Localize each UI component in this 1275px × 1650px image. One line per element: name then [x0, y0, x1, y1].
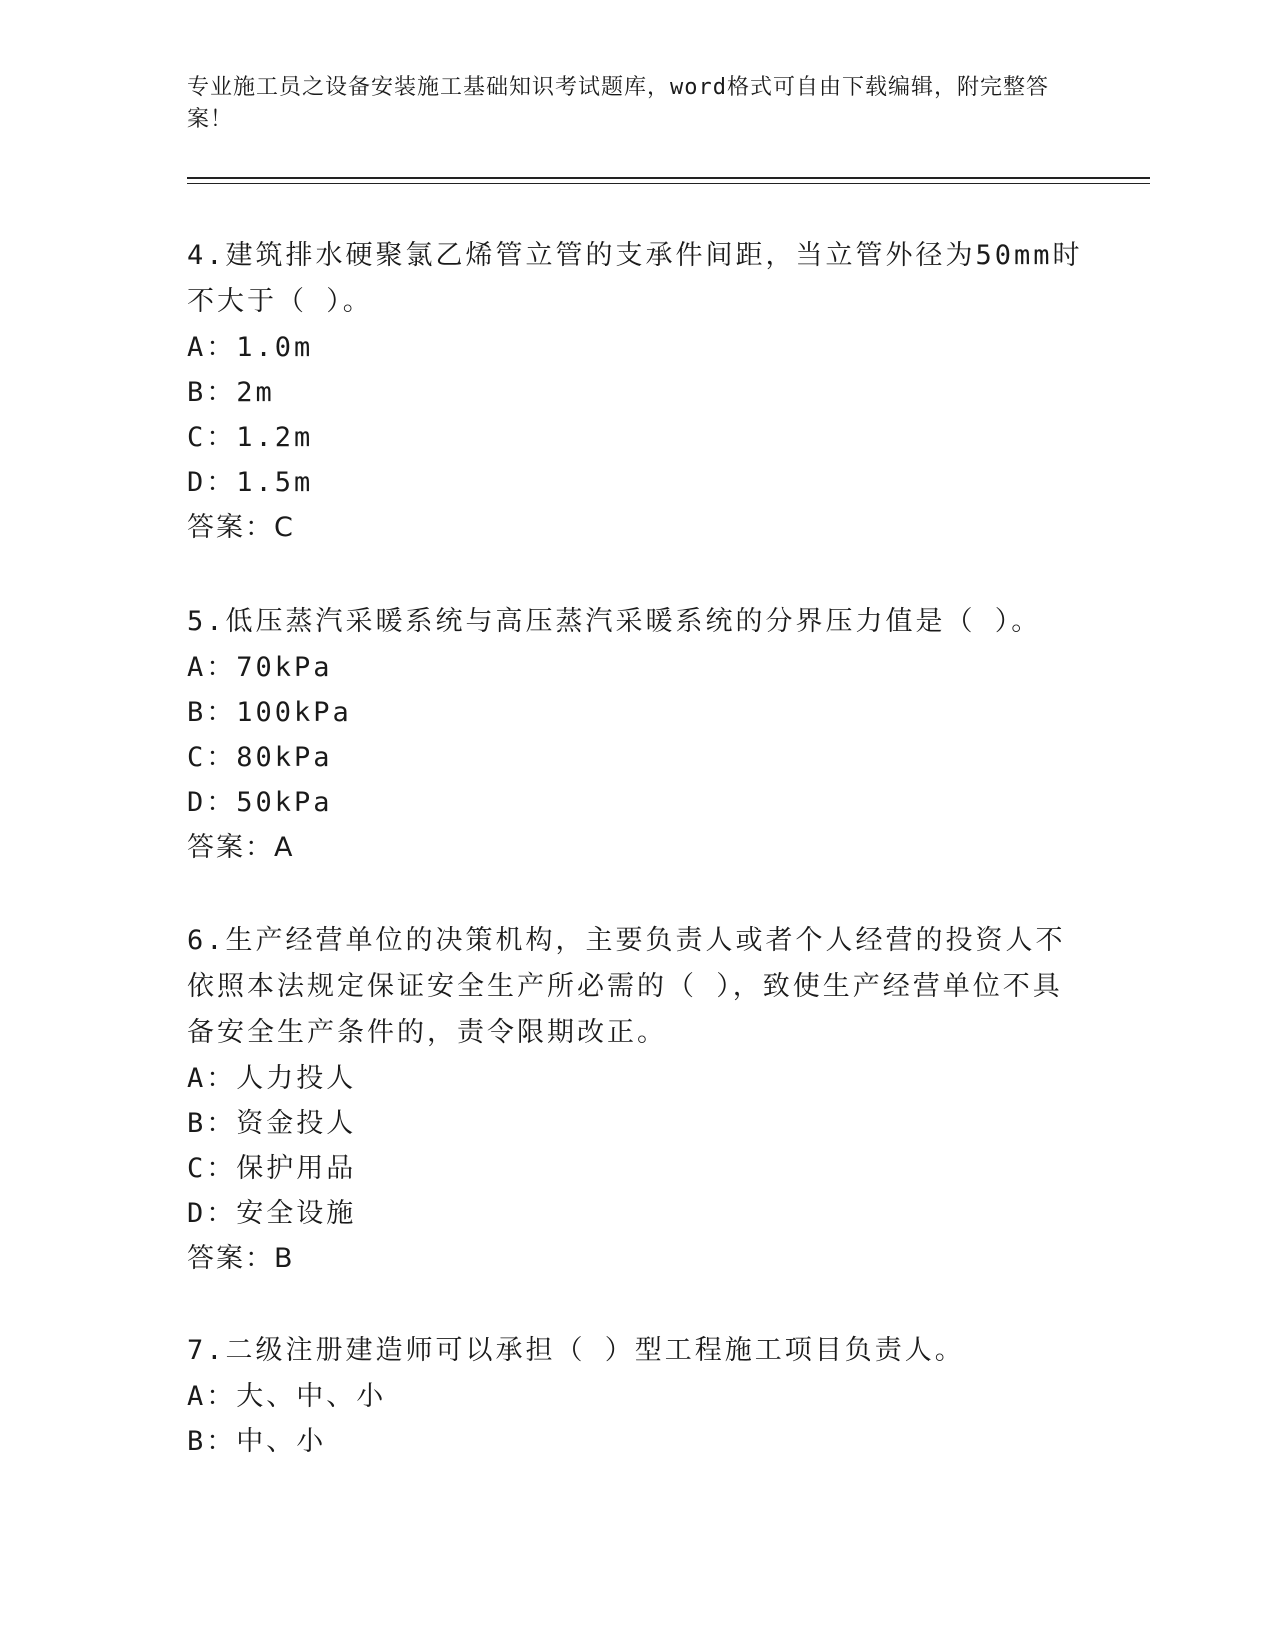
header-divider-thin [187, 183, 1150, 184]
option-d: D：安全设施 [187, 1198, 357, 1229]
question-7 [187, 1328, 1087, 1464]
option-b: B：资金投人 [187, 1108, 357, 1139]
option-a: A：1.0m [187, 332, 314, 363]
option-c: C：保护用品 [187, 1153, 357, 1184]
question-5 [187, 599, 1087, 871]
option-c: C：80kPa [187, 742, 333, 773]
answer: 答案：B [187, 1243, 295, 1274]
option-a: A：70kPa [187, 652, 333, 683]
question-text: 5.低压蒸汽采暖系统与高压蒸汽采暖系统的分界压力值是（ ）。 [187, 606, 1042, 637]
header-divider-thick [187, 177, 1150, 179]
option-b: B：2m [187, 377, 275, 408]
answer: 答案：A [187, 832, 295, 863]
option-a: A：人力投人 [187, 1063, 357, 1094]
question-text: 6.生产经营单位的决策机构，主要负责人或者个人经营的投资人不依照本法规定保证安全生产所必需的（ ），致使生产经营单位不具备安全生产条件的，责令限期改正。 [187, 925, 1066, 1048]
option-b: B：100kPa [187, 697, 352, 728]
answer: 答案：C [187, 512, 295, 543]
option-d: D：50kPa [187, 787, 333, 818]
document-header [187, 72, 1087, 136]
option-a: A：大、中、小 [187, 1381, 387, 1412]
option-b: B：中、小 [187, 1426, 327, 1457]
question-text: 4.建筑排水硬聚氯乙烯管立管的支承件间距，当立管外径为50mm时不大于（ ）。 [187, 240, 1083, 317]
question-text: 7.二级注册建造师可以承担（ ）型工程施工项目负责人。 [187, 1335, 965, 1366]
header-text: 专业施工员之设备安装施工基础知识考试题库，word格式可自由下载编辑，附完整答案！ [187, 75, 1049, 132]
question-6 [187, 918, 1087, 1282]
question-4 [187, 233, 1087, 551]
option-c: C：1.2m [187, 422, 314, 453]
option-d: D：1.5m [187, 467, 314, 498]
